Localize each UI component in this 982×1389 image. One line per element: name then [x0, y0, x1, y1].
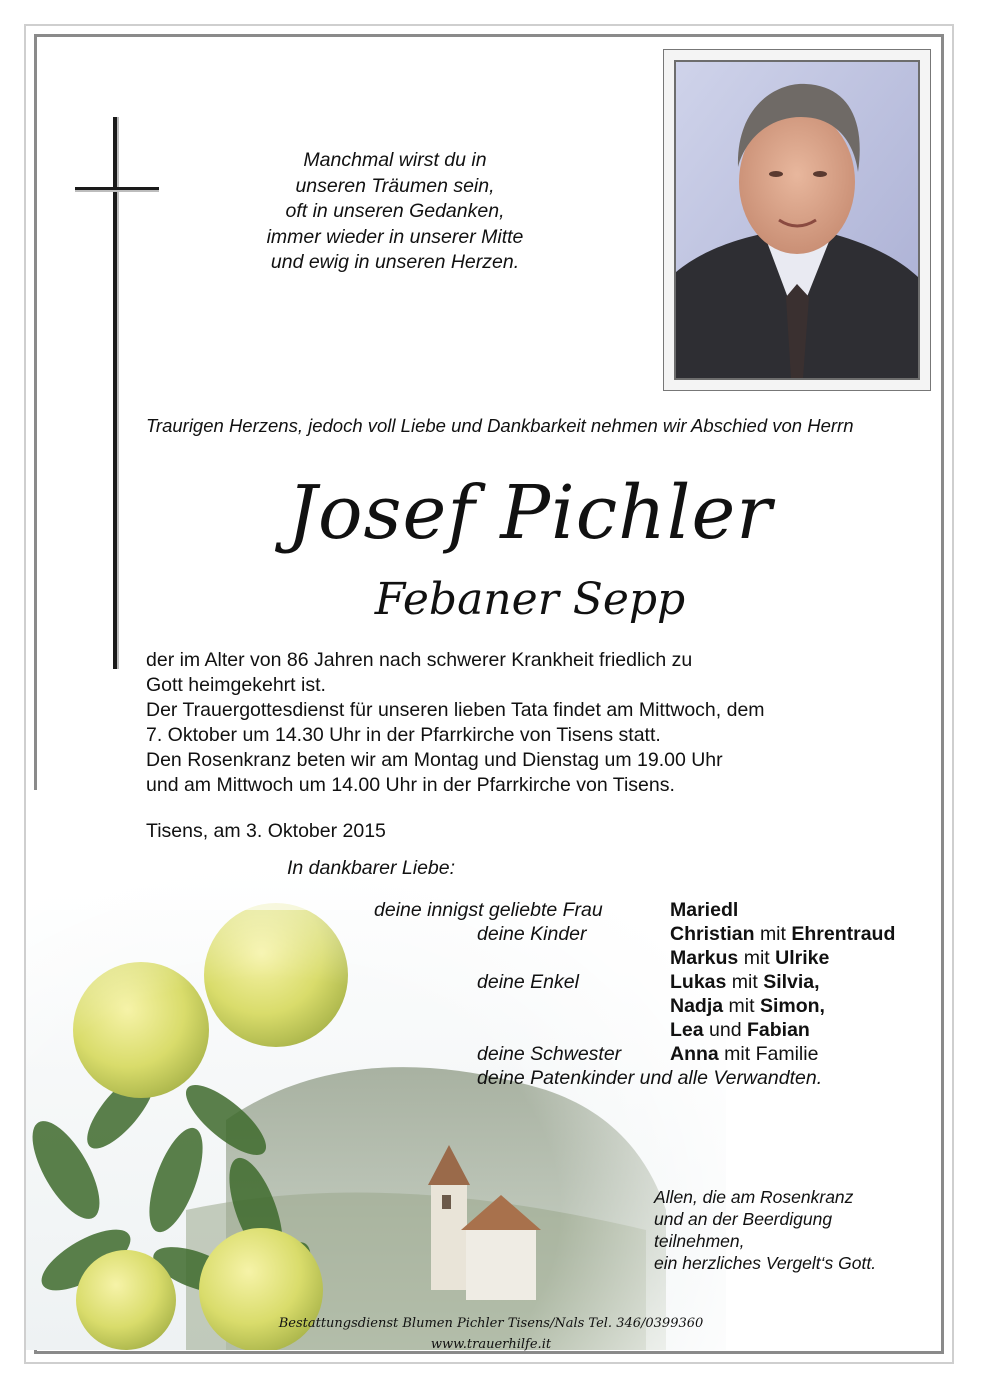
poem-line: immer wieder in unserer Mitte [266, 225, 524, 248]
relation-label: deine Schwester [477, 1043, 622, 1065]
mourner-names [670, 994, 825, 1018]
thanks-note [654, 1186, 876, 1274]
name: Silvia, [763, 971, 820, 993]
relation-label: deine innigst geliebte Frau [374, 899, 603, 921]
body-line: der im Alter von 86 Jahren nach schwerer Krankheit friedlich zu [146, 649, 693, 671]
footer-undertaker: Bestattungsdienst Blumen Pichler Tisens/Nals Tel. 346/0399360 [278, 1316, 704, 1331]
thanks-line: teilnehmen, [654, 1231, 745, 1251]
connector: mit [759, 923, 786, 945]
name: Lea [670, 1019, 704, 1041]
name: Ulrike [775, 947, 830, 969]
mourner-names [670, 970, 820, 994]
body-line: Der Trauergottesdienst für unseren lieben Tata findet am Mittwoch, dem [146, 699, 765, 721]
name: Mariedl [670, 899, 739, 921]
cross-horizontal [75, 187, 159, 192]
name: Simon, [759, 995, 825, 1017]
name: Fabian [747, 1019, 810, 1041]
body-line: und am Mittwoch um 14.00 Uhr in der Pfarrkirche von Tisens. [146, 774, 675, 796]
relation-label: deine Kinder [477, 923, 587, 945]
mourner-names [670, 898, 738, 922]
connector: und [709, 1019, 742, 1041]
poem-line: unseren Träumen sein, [295, 174, 495, 197]
relation-label: deine Enkel [477, 971, 579, 993]
mourner-names [670, 1018, 810, 1042]
place-date: Tisens, am 3. Oktober 2015 [146, 820, 386, 842]
in-dankbarer-liebe: In dankbarer Liebe: [287, 857, 456, 879]
thanks-line: und an der Beerdigung [654, 1209, 833, 1229]
poem-line: oft in unseren Gedanken, [285, 200, 505, 222]
connector: mit [731, 971, 758, 993]
connector: mit [743, 947, 770, 969]
deceased-name: Josef Pichler [287, 470, 773, 556]
deceased-nickname: Febaner Sepp [374, 574, 686, 625]
body-line: Den Rosenkranz beten wir am Montag und Dienstag um 19.00 Uhr [146, 749, 723, 771]
cross-vertical [113, 117, 119, 669]
name: Lukas [670, 971, 727, 993]
connector: mit [728, 995, 755, 1017]
relatives-line: deine Patenkinder und alle Verwandten. [477, 1067, 823, 1089]
intro-text: Traurigen Herzens, jedoch voll Liebe und Dankbarkeit nehmen wir Abschied von Herrn [146, 415, 854, 436]
name: Markus [670, 947, 739, 969]
name: Anna [670, 1043, 719, 1065]
portrait-frame [663, 49, 931, 391]
thanks-line: ein herzliches Vergelt‘s Gott. [654, 1253, 877, 1273]
mourner-names [670, 1042, 818, 1066]
body-line: Gott heimgekehrt ist. [146, 674, 326, 696]
connector: mit Familie [724, 1043, 819, 1065]
announcement-body [146, 648, 906, 798]
footer-website[interactable]: www.trauerhilfe.it [430, 1337, 552, 1352]
poem-line: und ewig in unseren Herzen. [270, 251, 520, 273]
poem-line: Manchmal wirst du in [303, 149, 487, 171]
name: Ehrentraud [791, 923, 896, 945]
name: Nadja [670, 995, 724, 1017]
thanks-line: Allen, die am Rosenkranz [654, 1187, 854, 1207]
poem [195, 148, 595, 276]
name: Christian [670, 923, 755, 945]
mourner-names [670, 946, 829, 970]
mourner-names [670, 922, 895, 946]
body-line: 7. Oktober um 14.30 Uhr in der Pfarrkirche von Tisens statt. [146, 724, 661, 746]
portrait-photo [674, 60, 920, 380]
